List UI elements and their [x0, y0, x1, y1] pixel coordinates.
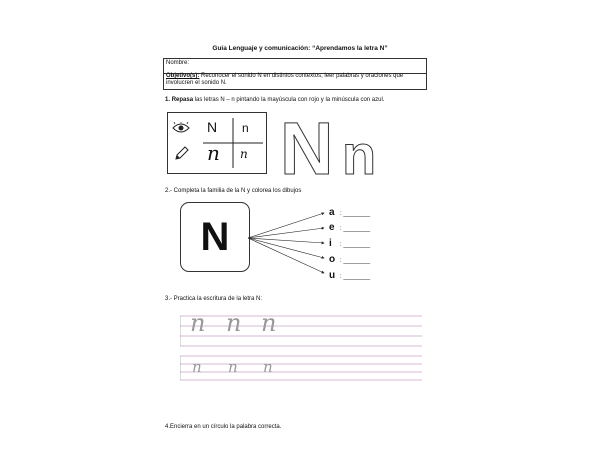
page-title: Guía Lenguaje y comunicación: “Aprendamos la letra N” [212, 45, 388, 52]
objective-label: Objetivo(s): [166, 73, 200, 79]
section-3-instruction: 3.- Practica la escritura de la letra N: [165, 296, 263, 302]
pencil-icon [174, 145, 190, 166]
practice-2-letter-3: n [263, 358, 273, 376]
outline-upper-n: N [280, 110, 334, 178]
practice-lines [180, 312, 422, 382]
arrow-lines [248, 205, 328, 280]
vowel-e-blank[interactable]: : ________ [340, 226, 371, 232]
family-letter-box: N [180, 202, 250, 272]
outline-letters [278, 110, 398, 178]
practice-2-letter-2: n [228, 358, 238, 376]
print-upper-n: N [207, 119, 218, 135]
section-1-number: 1. [165, 97, 171, 103]
vowel-e: e [329, 222, 335, 233]
objective-text [164, 72, 426, 88]
vowel-a: a [329, 207, 335, 218]
vowel-a-blank[interactable]: : ________ [340, 211, 371, 217]
practice-1-letter-3: n [261, 309, 277, 337]
script-upper-n: n [207, 141, 220, 165]
vowel-o: o [329, 254, 336, 265]
vowel-i-blank[interactable]: : ________ [340, 242, 371, 248]
eye-icon [172, 121, 190, 139]
script-lower-n: n [240, 147, 248, 161]
name-label: Nombre: [166, 60, 190, 66]
section-1-bold-verb: Repasa [171, 97, 194, 103]
section-2-instruction: 2.- Completa la familia de la N y colorea los dibujos [165, 188, 302, 194]
outline-lower-n: n [342, 123, 377, 178]
vowel-u: u [329, 270, 336, 281]
section-4-instruction: 4.Encierra en un círculo la palabra correcta. [165, 424, 282, 430]
vowel-u-blank[interactable]: : ________ [340, 274, 371, 280]
section-1-instruction [165, 97, 384, 103]
print-lower-n: n [242, 121, 249, 135]
objective-box [163, 72, 427, 90]
practice-1-letter-2: n [226, 309, 242, 337]
practice-2-letter-1: n [192, 358, 202, 376]
vowel-o-blank[interactable]: : ________ [340, 258, 371, 264]
practice-1-letter-1: n [190, 309, 206, 337]
objective-description: Reconocer el sonido N en distintos contextos, leer palabras y oraciones que involucren el sonido N. [166, 73, 404, 86]
section-1-text: las letras N – n pintando la mayúscula con rojo y la minúscula con azul. [193, 97, 385, 103]
vowel-i: i [329, 238, 332, 249]
